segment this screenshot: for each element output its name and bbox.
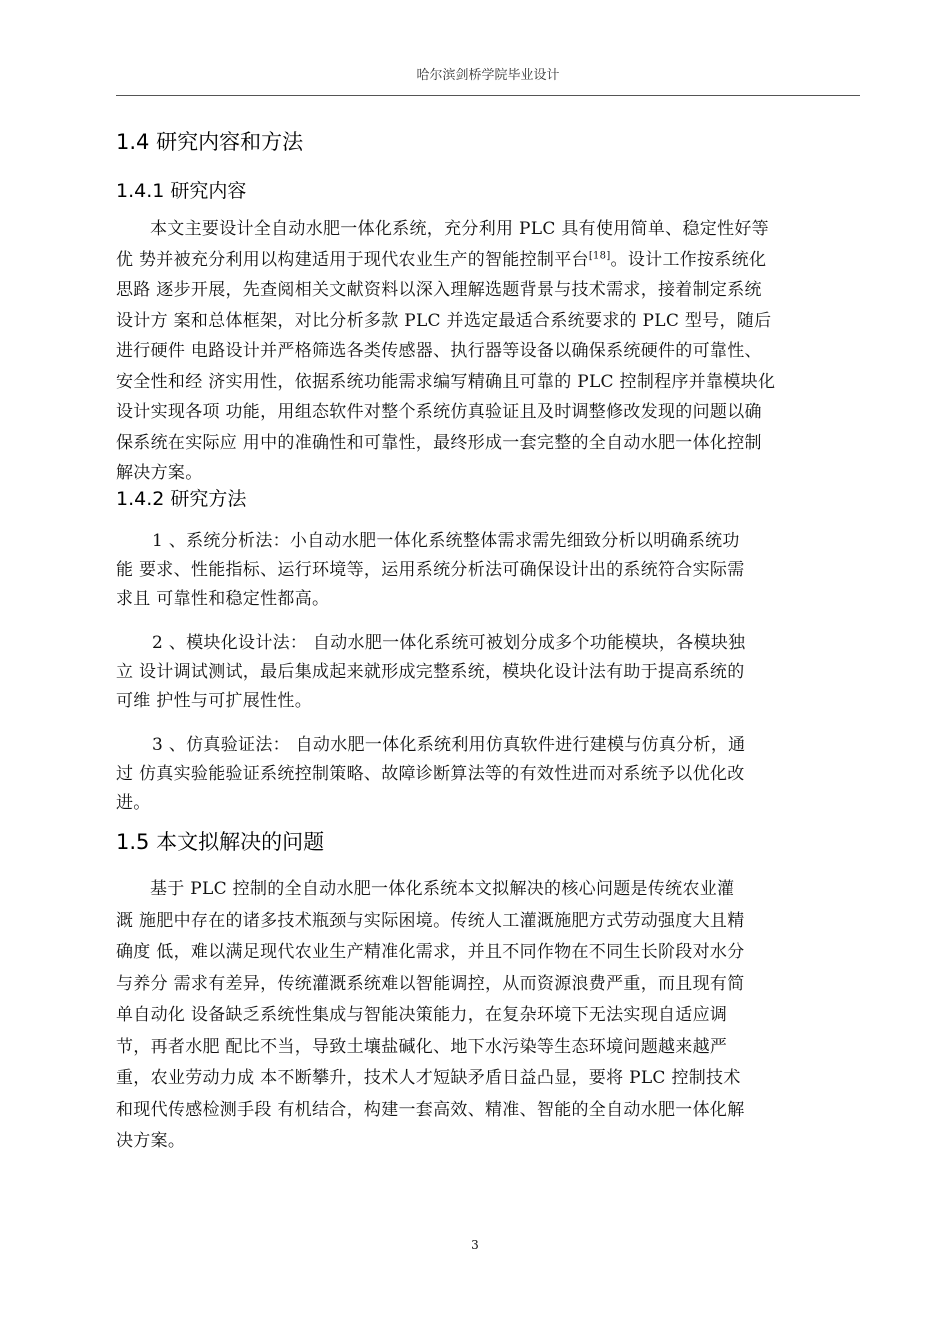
- page-header: 哈尔滨剑桥学院毕业设计: [416, 68, 560, 83]
- paragraph-line: 3 、仿真验证法： 自动水肥一体化系统利用仿真软件进行建模与仿真分析，通: [152, 735, 746, 755]
- paragraph-line: 2 、模块化设计法： 自动水肥一体化系统可被划分成多个功能模块，各模块独: [152, 633, 746, 653]
- paragraph-line: 能 要求、性能指标、运行环境等，运用系统分析法可确保设计出的系统符合实际需: [116, 560, 745, 580]
- paragraph-line: 溉 施肥中存在的诸多技术瓶颈与实际困境。传统人工灌溉施肥方式劳动强度大且精: [116, 910, 745, 931]
- paragraph-line: 节，再者水肥 配比不当，导致土壤盐碱化、地下水污染等生态环境问题越来越严: [116, 1036, 728, 1057]
- paragraph-line: 安全性和经 济实用性，依据系统功能需求编写精确且可靠的 PLC 控制程序并靠模块化: [116, 371, 776, 392]
- paragraph-line: [116, 245, 860, 276]
- paragraph-line: 1 、系统分析法：小自动水肥一体化系统整体需求需先细致分析以明确系统功: [152, 531, 740, 551]
- method-item-3: [116, 730, 860, 817]
- paragraph-line-text: 优 势并被充分利用以构建适用于现代农业生产的智能控制平台[18]。设计工作按系统化: [116, 249, 767, 270]
- paragraph-line: 基于 PLC 控制的全自动水肥一体化系统本文拟解决的核心问题是传统农业灌: [150, 879, 735, 899]
- header-divider: [116, 95, 860, 96]
- page-number: 3: [471, 1238, 479, 1252]
- section-1-4-1-title: 1.4.1 研究内容: [116, 180, 247, 202]
- method-item-1: [116, 526, 860, 613]
- paragraph-line: 进。: [116, 793, 151, 813]
- citation-marker: [18]: [588, 249, 611, 261]
- paragraph-line: 设计实现各项 功能，用组态软件对整个系统仿真验证且及时调整修改发现的问题以确: [116, 402, 762, 422]
- problem-paragraph: [116, 874, 860, 1158]
- paragraph-line: 过 仿真实验能验证系统控制策略、故障诊断算法等的有效性进而对系统予以优化改: [116, 764, 745, 784]
- method-item-2: [116, 628, 860, 715]
- section-1-4-title: 1.4 研究内容和方法: [116, 130, 304, 154]
- paragraph-line: 进行硬件 电路设计并严格筛选各类传感器、执行器等设备以确保系统硬件的可靠性、: [116, 341, 762, 361]
- paragraph-line: 本文主要设计全自动水肥一体化系统，充分利用 PLC 具有使用简单、稳定性好等: [150, 219, 769, 239]
- section-1-5-title: 1.5 本文拟解决的问题: [116, 830, 325, 854]
- paragraph-line: 单自动化 设备缺乏系统性集成与智能决策能力，在复杂环境下无法实现自适应调: [116, 1005, 728, 1025]
- paragraph-line: 设计方 案和总体框架，对比分析多款 PLC 并选定最适合系统要求的 PLC 型号，随后: [116, 310, 772, 331]
- paragraph-line: 保系统在实际应 用中的准确性和可靠性，最终形成一套完整的全自动水肥一体化控制: [116, 432, 762, 453]
- paragraph-line: 与养分 需求有差异，传统灌溉系统难以智能调控，从而资源浪费严重，而且现有简: [116, 973, 745, 994]
- section-1-4-2-title: 1.4.2 研究方法: [116, 488, 247, 510]
- research-content-paragraph: [116, 214, 860, 489]
- paragraph-line: 决方案。: [116, 1131, 186, 1151]
- paragraph-line: 思路 逐步开展，先查阅相关文献资料以深入理解选题背景与技术需求，接着制定系统: [116, 280, 762, 300]
- paragraph-line: 重，农业劳动力成 本不断攀升，技术人才短缺矛盾日益凸显，要将 PLC 控制技术: [116, 1068, 741, 1088]
- paragraph-line: 解决方案。: [116, 463, 203, 483]
- paragraph-line: 求且 可靠性和稳定性都高。: [116, 589, 330, 609]
- paragraph-line: 和现代传感检测手段 有机结合，构建一套高效、精准、智能的全自动水肥一体化解: [116, 1099, 745, 1120]
- paragraph-line: 确度 低，难以满足现代农业生产精准化需求，并且不同作物在不同生长阶段对水分: [116, 942, 745, 962]
- paragraph-line: 立 设计调试测试，最后集成起来就形成完整系统，模块化设计法有助于提高系统的: [116, 662, 745, 682]
- paragraph-line: 可维 护性与可扩展性性。: [116, 691, 313, 711]
